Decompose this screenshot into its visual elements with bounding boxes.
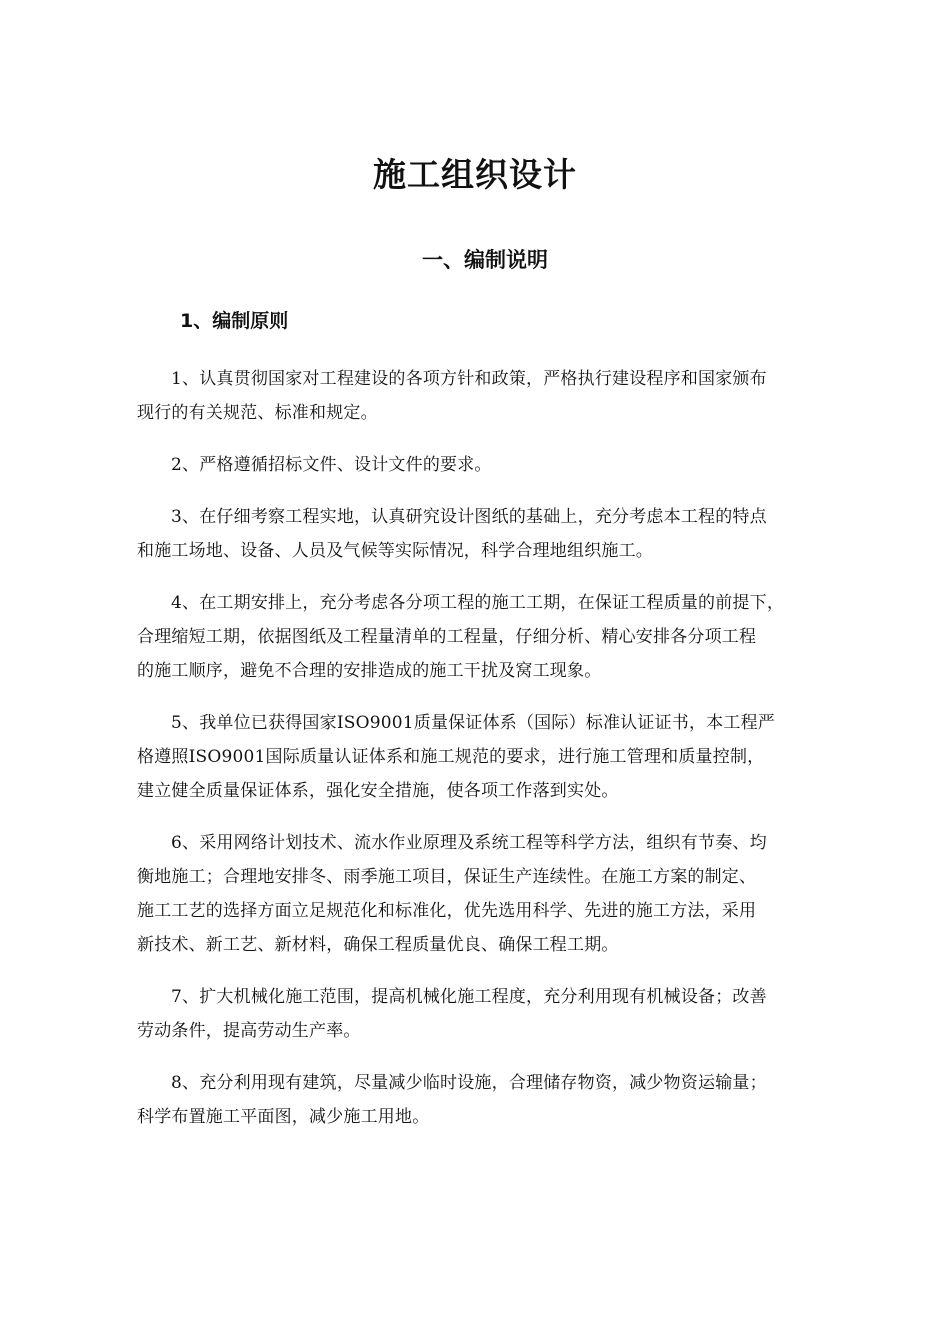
paragraph-line: 科学布置施工平面图，减少施工用地。 [137,1107,430,1127]
paragraph-6 [137,826,837,962]
paragraph-8 [137,1066,837,1134]
paragraph-line: 格遵照ISO9001国际质量认证体系和施工规范的要求，进行施工管理和质量控制， [137,747,765,767]
paragraph-line: 和施工场地、设备、人员及气候等实际情况，科学合理地组织施工。 [137,541,653,561]
paragraph-line: 建立健全质量保证体系，强化安全措施，使各项工作落到实处。 [137,781,619,801]
paragraph-line: 合理缩短工期，依据图纸及工程量清单的工程量，仔细分析、精心安排各分项工程 [137,627,757,647]
paragraph-line: 6、采用网络计划技术、流水作业原理及系统工程等科学方法，组织有节奏、均 [171,833,767,853]
paragraph-line: 2、严格遵循招标文件、设计文件的要求。 [171,455,492,475]
paragraph-line: 新技术、新工艺、新材料，确保工程质量优良、确保工程工期。 [137,935,619,955]
paragraph-line: 劳动条件，提高劳动生产率。 [137,1021,361,1041]
paragraph-line: 5、我单位已获得国家ISO9001质量保证体系（国际）标准认证证书，本工程严 [171,713,775,733]
paragraph-line: 1、认真贯彻国家对工程建设的各项方针和政策，严格执行建设程序和国家颁布 [171,369,767,389]
paragraph-1 [137,362,837,430]
section-heading: 一、编制说明 [422,248,548,272]
paragraph-4 [137,586,837,688]
paragraph-5 [137,706,837,808]
paragraph-line: 3、在仔细考察工程实地，认真研究设计图纸的基础上，充分考虑本工程的特点 [171,507,767,527]
document-title: 施工组织设计 [373,155,577,194]
paragraph-line: 4、在工期安排上，充分考虑各分项工程的施工工期，在保证工程质量的前提下， [171,593,785,613]
paragraph-3 [137,500,837,568]
paragraph-line: 现行的有关规范、标准和规定。 [137,403,378,423]
paragraph-line: 7、扩大机械化施工范围，提高机械化施工程度，充分利用现有机械设备；改善 [171,987,767,1007]
paragraph-line: 施工工艺的选择方面立足规范化和标准化，优先选用科学、先进的施工方法，采用 [137,901,757,921]
paragraph-line: 的施工顺序，避免不合理的安排造成的施工干扰及窝工现象。 [137,661,602,681]
paragraph-7 [137,980,837,1048]
paragraph-list [137,362,837,1152]
paragraph-line: 衡地施工；合理地安排冬、雨季施工项目，保证生产连续性。在施工方案的制定、 [137,867,757,887]
sub-heading: 1、编制原则 [180,310,289,332]
paragraph-2 [137,448,837,482]
paragraph-line: 8、充分利用现有建筑，尽量减少临时设施，合理储存物资，减少物资运输量； [171,1073,767,1093]
